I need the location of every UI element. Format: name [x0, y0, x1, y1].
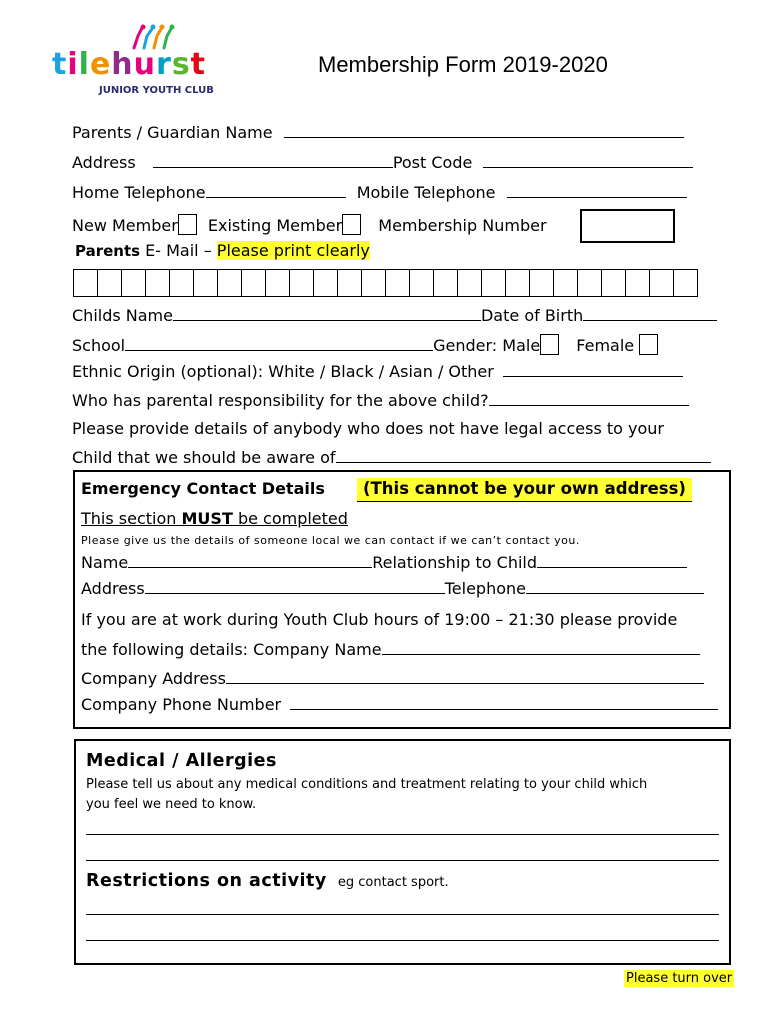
- email-character-cell[interactable]: [97, 269, 122, 297]
- emergency-address-field[interactable]: [145, 579, 445, 594]
- childs-name-label: Childs Name: [72, 306, 173, 325]
- email-prefix: Parents: [75, 242, 141, 260]
- restrictions-note: eg contact sport.: [337, 875, 449, 890]
- existing-member-label: Existing Member: [207, 216, 343, 235]
- medical-answer-line-1[interactable]: [86, 834, 719, 835]
- company-phone-label: Company Phone Number: [81, 695, 282, 714]
- email-character-cell[interactable]: [193, 269, 218, 297]
- company-name-label: the following details: Company Name: [81, 640, 382, 659]
- company-name-field[interactable]: [382, 640, 700, 655]
- email-character-cell[interactable]: [409, 269, 434, 297]
- email-character-cell[interactable]: [217, 269, 242, 297]
- membership-row: [72, 214, 547, 236]
- medical-box: [74, 739, 731, 965]
- email-character-cell[interactable]: [145, 269, 170, 297]
- email-character-cell[interactable]: [385, 269, 410, 297]
- female-label: Female: [576, 336, 635, 355]
- legal-access-label: Child that we should be aware of: [72, 448, 336, 467]
- company-phone-row: [81, 695, 718, 715]
- email-character-grid[interactable]: [73, 269, 698, 297]
- mobile-telephone-label: Mobile Telephone: [356, 183, 496, 202]
- ethnic-row: [72, 362, 683, 382]
- new-member-checkbox[interactable]: [178, 214, 197, 235]
- school-label: School: [72, 336, 126, 355]
- email-character-cell[interactable]: [505, 269, 530, 297]
- email-character-cell[interactable]: [241, 269, 266, 297]
- email-character-cell[interactable]: [169, 269, 194, 297]
- address-field[interactable]: [153, 153, 393, 168]
- email-character-cell[interactable]: [433, 269, 458, 297]
- emergency-address-row: [81, 579, 704, 599]
- school-field[interactable]: [125, 336, 433, 351]
- restrictions-row: [86, 871, 449, 891]
- email-character-cell[interactable]: [481, 269, 506, 297]
- parental-responsibility-row: [72, 391, 689, 411]
- existing-member-checkbox[interactable]: [342, 214, 361, 235]
- medical-instructions-line1: Please tell us about any medical conditions and treatment relating to your child which: [86, 777, 648, 792]
- emergency-instructions: Please give us the details of someone local we can contact if we can’t contact you.: [81, 534, 580, 547]
- company-name-row: [81, 640, 700, 660]
- company-address-field[interactable]: [226, 669, 704, 684]
- guardian-name-field[interactable]: [284, 123, 684, 138]
- email-character-cell[interactable]: [361, 269, 386, 297]
- email-note: Please print clearly: [216, 241, 370, 260]
- relationship-label: Relationship to Child: [372, 553, 538, 572]
- gender-male-label: Gender: Male: [433, 336, 541, 355]
- email-character-cell[interactable]: [121, 269, 146, 297]
- email-character-cell[interactable]: [457, 269, 482, 297]
- school-row: [72, 334, 658, 356]
- emergency-name-field[interactable]: [128, 553, 372, 568]
- emergency-heading-note: (This cannot be your own address): [357, 478, 692, 502]
- email-character-cell[interactable]: [313, 269, 338, 297]
- logo-word: tilehurst: [52, 47, 207, 82]
- emergency-contact-box: [73, 470, 731, 729]
- relationship-field[interactable]: [537, 553, 687, 568]
- company-phone-field[interactable]: [290, 695, 718, 710]
- medical-heading: Medical / Allergies: [86, 751, 277, 771]
- legal-access-line1: Please provide details of anybody who does not have legal access to your: [72, 419, 664, 438]
- legal-access-field[interactable]: [336, 448, 711, 463]
- company-address-row: [81, 669, 704, 689]
- address-label: Address: [72, 153, 136, 172]
- email-character-cell[interactable]: [265, 269, 290, 297]
- turn-over-note: Please turn over: [626, 971, 733, 986]
- dob-label: Date of Birth: [480, 306, 584, 325]
- postcode-field[interactable]: [483, 153, 693, 168]
- male-checkbox[interactable]: [540, 334, 559, 355]
- email-row: [75, 241, 370, 261]
- dob-field[interactable]: [583, 306, 717, 321]
- guardian-name-row: [72, 123, 684, 143]
- new-member-label: New Member: [72, 216, 178, 235]
- childs-name-field[interactable]: [173, 306, 481, 321]
- medical-answer-line-2[interactable]: [86, 860, 719, 861]
- emergency-address-label: Address: [81, 579, 145, 598]
- membership-number-label: Membership Number: [378, 216, 547, 235]
- mobile-telephone-field[interactable]: [507, 183, 687, 198]
- postcode-label: Post Code: [392, 153, 473, 172]
- emergency-heading: Emergency Contact Details: [81, 479, 325, 498]
- restrictions-answer-line-2[interactable]: [86, 940, 719, 941]
- page-title: Membership Form 2019-2020: [318, 52, 608, 77]
- email-character-cell[interactable]: [625, 269, 650, 297]
- email-character-cell[interactable]: [649, 269, 674, 297]
- email-character-cell[interactable]: [553, 269, 578, 297]
- restrictions-answer-line-1[interactable]: [86, 914, 719, 915]
- emergency-name-row: [81, 553, 687, 573]
- email-character-cell[interactable]: [673, 269, 698, 297]
- logo-tagline: JUNIOR YOUTH CLUB: [99, 85, 214, 96]
- club-logo: [52, 24, 252, 104]
- email-character-cell[interactable]: [73, 269, 98, 297]
- membership-number-field[interactable]: [580, 209, 675, 243]
- emergency-name-label: Name: [81, 553, 129, 572]
- home-telephone-label: Home Telephone: [72, 183, 206, 202]
- legal-access-row: [72, 448, 711, 468]
- email-character-cell[interactable]: [529, 269, 554, 297]
- emergency-heading-row: [81, 479, 325, 499]
- ethnic-field[interactable]: [503, 362, 683, 377]
- email-character-cell[interactable]: [289, 269, 314, 297]
- ethnic-label: Ethnic Origin (optional): White / Black / Asian / Other: [72, 362, 494, 381]
- childs-name-row: [72, 306, 717, 326]
- medical-instructions-line2: you feel we need to know.: [86, 797, 257, 812]
- guardian-name-label: Parents / Guardian Name: [72, 123, 273, 142]
- home-telephone-field[interactable]: [206, 183, 346, 198]
- address-row: [72, 153, 693, 173]
- email-character-cell[interactable]: [601, 269, 626, 297]
- work-hours-line1: If you are at work during Youth Club hours of 19:00 – 21:30 please provide: [81, 610, 678, 629]
- email-character-cell[interactable]: [577, 269, 602, 297]
- must-complete-note: This section MUST be completed: [81, 509, 348, 528]
- email-character-cell[interactable]: [337, 269, 362, 297]
- parental-responsibility-field[interactable]: [489, 391, 689, 406]
- company-address-label: Company Address: [81, 669, 226, 688]
- restrictions-heading: Restrictions on activity: [86, 871, 327, 891]
- email-label: E- Mail –: [140, 241, 217, 260]
- emergency-telephone-label: Telephone: [444, 579, 526, 598]
- female-checkbox[interactable]: [639, 334, 658, 355]
- emergency-telephone-field[interactable]: [526, 579, 704, 594]
- parental-responsibility-label: Who has parental responsibility for the above child?: [72, 391, 489, 410]
- telephone-row: [72, 183, 687, 203]
